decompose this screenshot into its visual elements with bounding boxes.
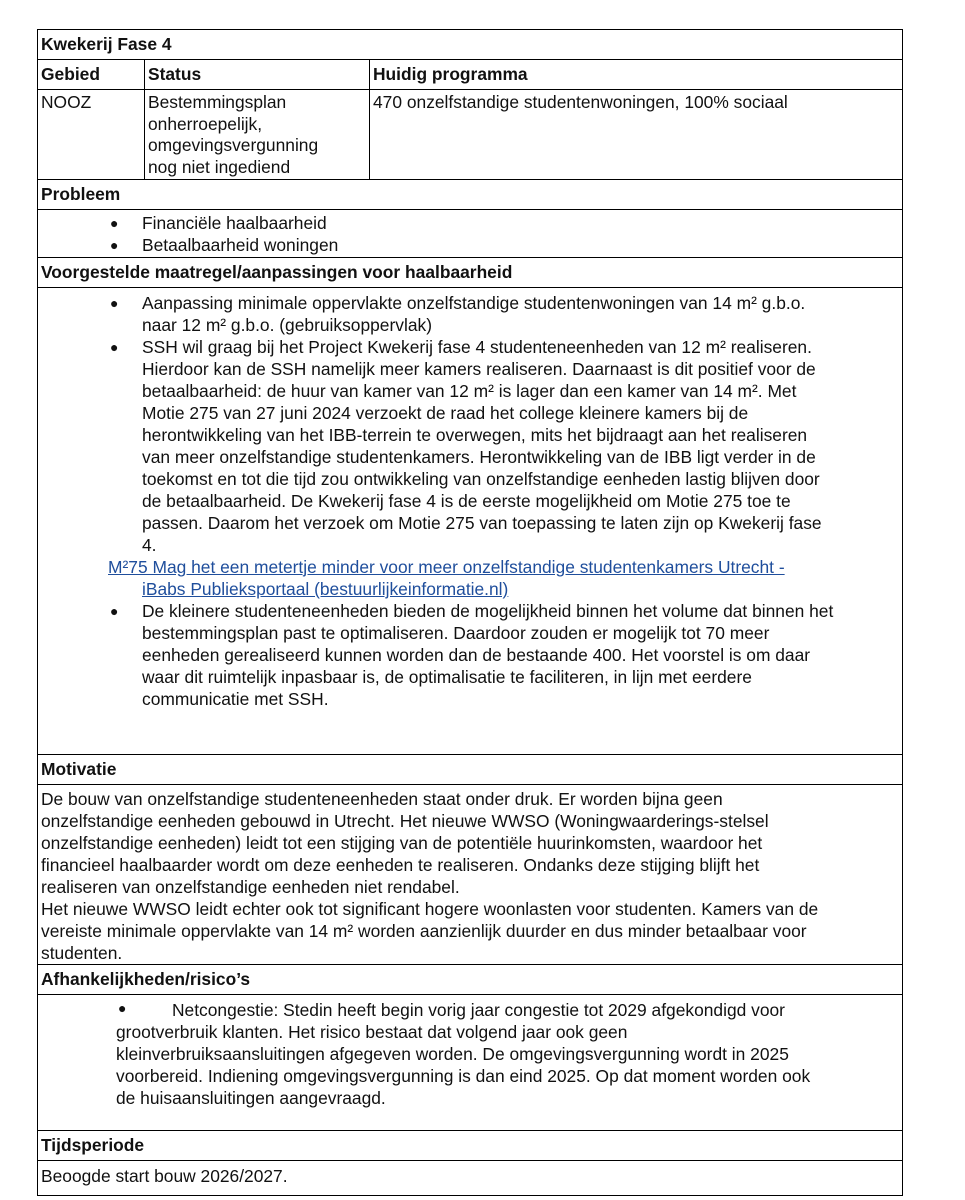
program-value: 470 onzelfstandige studentenwoningen, 100% sociaal: [373, 92, 788, 112]
dependencies-list: [38, 995, 902, 1131]
bullet-icon: ●: [110, 339, 119, 355]
motivation-text: De bouw van onzelfstandige studenteneenheden staat onder druk. Er worden bijna geen onzelfstandige eenheden gebouwd in Utrecht. Het nieuwe WWSO (Woningwaarderings-stelsel onzelfstandige eenheden) leidt tot een stijging van de potentiële huurinkomsten, waardoor het financieel haalbaarder wordt om deze eenheden te realiseren. Ondanks deze stijging blijft het realiseren van onzelfstandige eenheden niet rendabel. Het nieuwe WWSO leidt echter ook tot significant hogere woonlasten voor studenten. Kamers van de vereiste minimale oppervlakte van 14 m² worden aanzienlijk duurder en dus minder betaalbaar voor studenten.: [38, 785, 902, 965]
motivation-heading: Motivatie: [38, 755, 902, 785]
project-row: [38, 90, 902, 180]
measures-heading: Voorgestelde maatregel/aanpassingen voor haalbaarheid: [38, 258, 902, 288]
column-headers: [38, 60, 902, 90]
status-value: Bestemmingsplan onherroepelijk, omgevingsvergunning nog niet ingediend: [145, 90, 370, 179]
area-value: NOOZ: [38, 90, 145, 179]
period-text: Beoogde start bouw 2026/2027.: [41, 1166, 288, 1186]
bullet-icon: ●: [110, 237, 119, 253]
motie-link-text[interactable]: M²75 Mag het een metertje minder voor meer onzelfstandige studentenkamers Utrecht - iBabs Publieksportaal (bestuurlijkeinformatie.nl): [108, 557, 785, 599]
bullet-icon: ●: [118, 1000, 127, 1016]
header-program: Huidig programma: [373, 64, 528, 84]
problem-list: [38, 210, 902, 258]
table-title: Kwekerij Fase 4: [38, 30, 902, 60]
list-item: ● De kleinere studenteneenheden bieden de mogelijkheid binnen het volume dat binnen het bestemmingsplan past te optimaliseren. Daardoor zouden er mogelijk tot 70 meer eenheden gerealiseerd kunnen worden dan de bestaande 400. Het voorstel is om daar waar dit ruimtelijk inpasbaar is, de optimalisatie te faciliteren, in lijn met eerdere communicatie met SSH.: [110, 601, 834, 709]
header-status: Status: [145, 60, 370, 89]
list-item: ● Financiële haalbaarheid: [110, 213, 327, 233]
measures-list: [38, 288, 902, 755]
list-item: ● Aanpassing minimale oppervlakte onzelfstandige studentenwoningen van 14 m² g.b.o. naar 12 m² g.b.o. (gebruiksoppervlak): [110, 293, 806, 335]
list-item: Netcongestie: Stedin heeft begin vorig jaar congestie tot 2029 afgekondigd voor grootverbruik klanten. Het risico bestaat dat volgend jaar ook geen kleinverbruiksaansluitingen afgegeven worden. De omgevingsvergunning wordt in 2025 voorbereid. Indiening omgevingsvergunning is dan eind 2025. Op dat moment worden ook de huisaansluitingen aangevraagd.: [116, 1000, 811, 1108]
list-item: ● Betaalbaarheid woningen: [110, 235, 339, 255]
document-table: [37, 29, 903, 1196]
bullet-icon: ●: [110, 295, 119, 311]
list-item: ● SSH wil graag bij het Project Kwekerij fase 4 studenteneenheden van 12 m² realiseren. Hierdoor kan de SSH namelijk meer kamers realiseren. Daarnaast is dit positief voor de betaalbaarheid: de huur van kamer van 12 m² is lager dan een kamer van 14 m². Met Motie 275 van 27 juni 2024 verzoekt de raad het college kleinere kamers bij de herontwikkeling van het IBB-terrein te overwegen, mits het bijdraagt aan het realiseren van meer onzelfstandige studentenkamers. Herontwikkeling van de IBB ligt verder in de toekomst en tot die tijd zou ontwikkeling van onzelfstandige eenheden lastig blijven door de betaalbaarheid. De Kwekerij fase 4 is de eerste mogelijkheid om Motie 275 toe te passen. Daarom het verzoek om Motie 275 van toepassing te laten zijn op Kwekerij fase 4.: [110, 337, 822, 555]
dependencies-heading: Afhankelijkheden/risico’s: [38, 965, 902, 995]
period-heading: Tijdsperiode: [38, 1131, 902, 1161]
bullet-icon: ●: [110, 603, 119, 619]
motie-link[interactable]: [38, 556, 902, 600]
bullet-icon: ●: [110, 215, 119, 231]
header-area: Gebied: [38, 60, 145, 89]
problem-heading: Probleem: [38, 180, 902, 210]
